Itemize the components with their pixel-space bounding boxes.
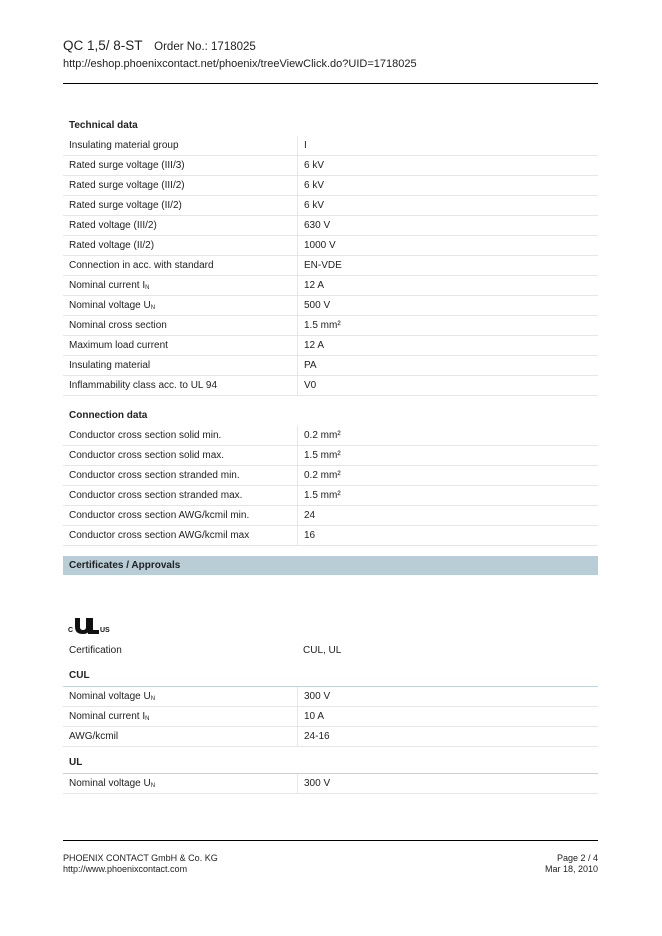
logo-c-text: C bbox=[68, 627, 74, 634]
table-row bbox=[63, 774, 598, 794]
row-value: 0.2 mm² bbox=[304, 470, 341, 481]
row-value: EN-VDE bbox=[304, 260, 342, 271]
row-label-subscript: N bbox=[145, 285, 150, 291]
title-line bbox=[63, 38, 598, 55]
table-row bbox=[63, 316, 598, 336]
row-label-text: AWG/kcmil bbox=[69, 731, 119, 742]
cul-table bbox=[63, 687, 598, 747]
ul-table bbox=[63, 774, 598, 794]
row-label bbox=[63, 356, 298, 375]
table-row bbox=[63, 336, 598, 356]
logo-area bbox=[63, 575, 598, 635]
row-label bbox=[63, 426, 298, 445]
row-value: 10 A bbox=[304, 711, 325, 722]
row-label bbox=[63, 276, 298, 295]
row-value: 1.5 mm² bbox=[304, 490, 341, 501]
row-value: 6 kV bbox=[304, 160, 325, 171]
row-label-text: Nominal voltage U bbox=[69, 300, 151, 311]
footer-date: Mar 18, 2010 bbox=[544, 864, 598, 874]
table-row bbox=[63, 486, 598, 506]
main-content bbox=[63, 116, 598, 794]
row-label bbox=[63, 236, 298, 255]
row-label-text: Conductor cross section solid min. bbox=[69, 430, 222, 441]
table-row bbox=[63, 466, 598, 486]
row-label bbox=[63, 196, 298, 215]
row-value: 630 V bbox=[304, 220, 331, 231]
row-value: 24-16 bbox=[304, 731, 330, 742]
footer-company: PHOENIX CONTACT GmbH & Co. KG bbox=[63, 853, 218, 863]
row-value: 6 kV bbox=[304, 200, 325, 211]
row-label-text: Nominal cross section bbox=[69, 320, 167, 331]
row-value: 12 A bbox=[304, 280, 325, 291]
row-label bbox=[63, 707, 298, 726]
row-label-subscript: N bbox=[150, 696, 156, 702]
table-row bbox=[63, 506, 598, 526]
row-value: 1000 V bbox=[304, 240, 336, 251]
row-label bbox=[63, 316, 298, 335]
row-label-text: Rated voltage (III/2) bbox=[69, 220, 157, 231]
row-label-text: Nominal voltage U bbox=[69, 778, 151, 789]
row-label bbox=[63, 216, 298, 235]
row-value: 0.2 mm² bbox=[304, 430, 341, 441]
row-label-text: Rated surge voltage (II/2) bbox=[69, 200, 182, 211]
footer-right bbox=[545, 853, 598, 875]
table-row bbox=[63, 376, 598, 396]
certification-label: Certification bbox=[69, 645, 122, 656]
page-header bbox=[63, 38, 598, 70]
row-label bbox=[63, 336, 298, 355]
certificates-bar: Certificates / Approvals bbox=[63, 556, 598, 575]
ul-mark bbox=[75, 618, 99, 634]
footer-divider bbox=[63, 840, 598, 841]
footer-left bbox=[63, 853, 218, 875]
row-label bbox=[63, 156, 298, 175]
certification-value: CUL, UL bbox=[303, 645, 342, 656]
row-label bbox=[63, 446, 298, 465]
table-row bbox=[63, 276, 598, 296]
row-label bbox=[63, 506, 298, 525]
table-row bbox=[63, 446, 598, 466]
row-label-text: Nominal current I bbox=[69, 711, 146, 722]
table-row bbox=[63, 236, 598, 256]
row-label bbox=[63, 256, 298, 275]
row-label-subscript: N bbox=[150, 305, 156, 311]
table-row bbox=[63, 707, 598, 727]
row-value: PA bbox=[304, 360, 317, 371]
row-label bbox=[63, 376, 298, 395]
table-row bbox=[63, 196, 598, 216]
certification-row bbox=[63, 641, 598, 660]
row-value: 300 V bbox=[304, 691, 331, 702]
row-label-text: Conductor cross section solid max. bbox=[69, 450, 225, 461]
row-label-text: Connection in acc. with standard bbox=[69, 260, 214, 271]
row-value: 16 bbox=[304, 530, 316, 541]
table-row bbox=[63, 426, 598, 446]
row-label bbox=[63, 466, 298, 485]
table-row bbox=[63, 136, 598, 156]
row-label bbox=[63, 176, 298, 195]
row-label-text: Rated surge voltage (III/3) bbox=[69, 160, 185, 171]
row-label-subscript: N bbox=[145, 716, 150, 722]
row-label-text: Conductor cross section stranded min. bbox=[69, 470, 240, 481]
row-label-text: Nominal current I bbox=[69, 280, 146, 291]
row-value: 1.5 mm² bbox=[304, 450, 341, 461]
row-label-text: Insulating material group bbox=[69, 140, 179, 151]
row-label-text: Rated surge voltage (III/2) bbox=[69, 180, 185, 191]
row-label-text: Maximum load current bbox=[69, 340, 168, 351]
row-label-text: Inflammability class acc. to UL 94 bbox=[69, 380, 218, 391]
row-value: 1.5 mm² bbox=[304, 320, 341, 331]
row-label bbox=[63, 296, 298, 315]
table-row bbox=[63, 356, 598, 376]
footer-website[interactable]: http://www.phoenixcontact.com bbox=[63, 864, 188, 874]
ul-title: UL bbox=[63, 747, 598, 774]
technical-data-table bbox=[63, 136, 598, 396]
row-label bbox=[63, 136, 298, 155]
header-divider bbox=[63, 83, 598, 84]
table-row bbox=[63, 727, 598, 747]
table-row bbox=[63, 526, 598, 546]
technical-data-title: Technical data bbox=[69, 120, 138, 131]
footer-page: Page 2 / 4 bbox=[556, 853, 598, 863]
row-value: 500 V bbox=[304, 300, 331, 311]
table-row bbox=[63, 296, 598, 316]
row-label-text: Insulating material bbox=[69, 360, 151, 371]
row-value: 6 kV bbox=[304, 180, 325, 191]
row-label bbox=[63, 486, 298, 505]
table-row bbox=[63, 156, 598, 176]
row-value: 24 bbox=[304, 510, 316, 521]
row-label bbox=[63, 526, 298, 545]
row-label-subscript: N bbox=[150, 783, 156, 789]
order-number: Order No.: 1718025 bbox=[154, 41, 256, 53]
connection-data-title: Connection data bbox=[69, 410, 148, 421]
row-value: 12 A bbox=[304, 340, 325, 351]
connection-data-table bbox=[63, 426, 598, 546]
product-name: QC 1,5/ 8-ST bbox=[63, 38, 143, 53]
row-label-text: Nominal voltage U bbox=[69, 691, 151, 702]
row-label-text: Conductor cross section AWG/kcmil min. bbox=[69, 510, 250, 521]
row-value: V0 bbox=[304, 380, 317, 391]
row-label bbox=[63, 687, 298, 706]
row-label-text: Conductor cross section stranded max. bbox=[69, 490, 243, 501]
table-row bbox=[63, 176, 598, 196]
row-label-text: Rated voltage (II/2) bbox=[69, 240, 155, 251]
row-label-text: Conductor cross section AWG/kcmil max bbox=[69, 530, 250, 541]
logo-us-text: US bbox=[100, 627, 110, 634]
cul-title: CUL bbox=[63, 660, 598, 687]
table-row bbox=[63, 256, 598, 276]
row-label bbox=[63, 774, 298, 793]
table-row bbox=[63, 687, 598, 707]
row-label bbox=[63, 727, 298, 746]
table-row bbox=[63, 216, 598, 236]
product-url[interactable]: http://eshop.phoenixcontact.net/phoenix/treeViewClick.do?UID=1718025 bbox=[63, 58, 417, 70]
cul-us-logo-icon bbox=[67, 615, 117, 635]
row-value: 300 V bbox=[304, 778, 331, 789]
row-value: I bbox=[304, 140, 307, 151]
